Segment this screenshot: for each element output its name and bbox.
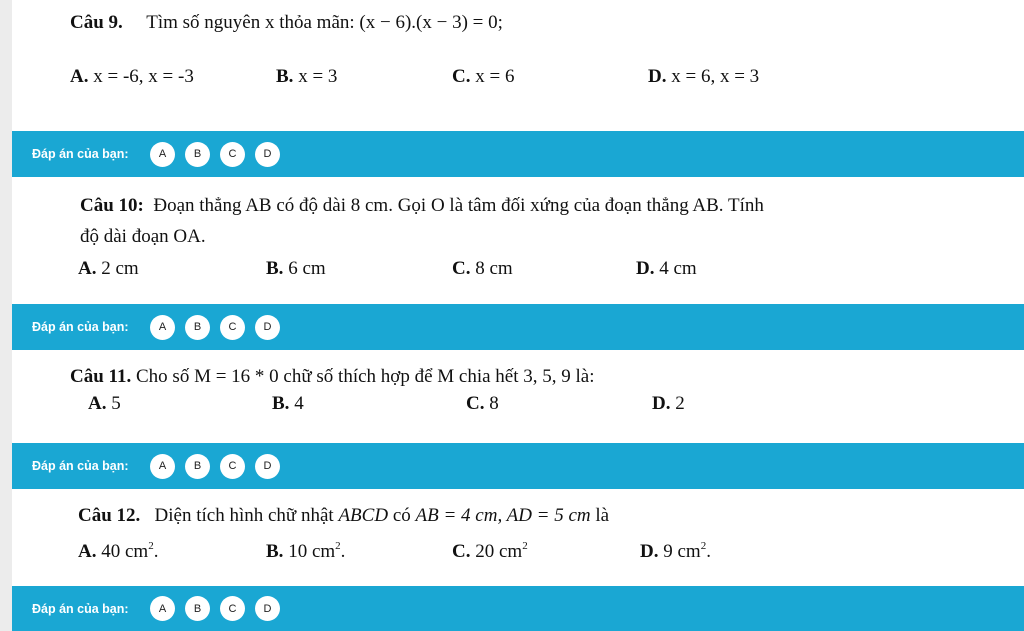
option-text: 2	[675, 393, 685, 414]
option-letter: A.	[78, 541, 97, 562]
choice-c-button[interactable]: C	[220, 454, 245, 479]
question-10-text-line2: độ dài đoạn OA.	[80, 226, 206, 247]
choice-b-button[interactable]: B	[185, 142, 210, 167]
answer-bar-label: Đáp án của bạn:	[32, 459, 129, 473]
option-exponent: 2	[522, 540, 528, 552]
option-text: 2 cm	[101, 258, 139, 279]
question-11-panel	[12, 350, 1024, 443]
option-letter: A.	[88, 393, 107, 414]
q10-option-d	[636, 258, 697, 280]
option-text: 4 cm	[659, 258, 697, 279]
question-11-text	[70, 366, 595, 388]
choice-a-button[interactable]: A	[150, 142, 175, 167]
choice-b-button[interactable]: B	[185, 315, 210, 340]
q12-option-c	[452, 541, 528, 563]
option-letter: C.	[466, 393, 485, 414]
question-number: Câu 10:	[80, 195, 144, 216]
option-letter: D.	[652, 393, 671, 414]
option-tail: .	[706, 541, 711, 562]
q11-option-d	[652, 393, 685, 415]
option-letter: B.	[276, 66, 294, 87]
option-tail: .	[153, 541, 159, 562]
option-tail: .	[340, 541, 346, 562]
choice-c-button[interactable]: C	[220, 596, 245, 621]
q12-option-a	[78, 541, 158, 563]
option-letter: C.	[452, 541, 471, 562]
choice-a-button[interactable]: A	[150, 596, 175, 621]
q9-option-d	[648, 66, 759, 88]
choice-a-button[interactable]: A	[150, 315, 175, 340]
choice-c-button[interactable]: C	[220, 315, 245, 340]
choice-d-button[interactable]: D	[255, 315, 280, 340]
answer-bar-q9	[12, 131, 1024, 177]
q9-option-a	[70, 66, 194, 88]
choice-d-button[interactable]: D	[255, 596, 280, 621]
option-value: 9 cm	[663, 541, 701, 562]
question-body-mid: có	[392, 505, 411, 526]
option-letter: B.	[272, 393, 290, 414]
question-10-text-line1	[80, 195, 764, 217]
rectangle-dimensions: AB = 4 cm, AD = 5 cm	[415, 505, 591, 526]
q12-option-b	[266, 541, 345, 563]
option-text: 6 cm	[288, 258, 326, 279]
option-value: 10 cm	[288, 541, 336, 562]
option-text: x = 3	[298, 66, 338, 87]
question-number: Câu 9.	[70, 12, 123, 33]
question-body-post: là	[595, 505, 610, 526]
option-letter: A.	[70, 66, 89, 87]
option-text: x = 6, x = 3	[671, 66, 760, 87]
answer-bar-q10	[12, 304, 1024, 350]
option-value: 20 cm	[475, 541, 523, 562]
question-body-pre: Diện tích hình chữ nhật	[154, 505, 334, 526]
answer-bar-label: Đáp án của bạn:	[32, 320, 129, 334]
option-text: 8 cm	[475, 258, 513, 279]
q11-option-a	[88, 393, 121, 415]
option-text: x = -6, x = -3	[93, 66, 194, 87]
q10-option-c	[452, 258, 513, 280]
option-exponent: 2	[700, 540, 707, 552]
question-9-text	[70, 12, 503, 34]
q9-option-c	[452, 66, 514, 88]
question-body: Tìm số nguyên x thỏa mãn: (x − 6).(x − 3) = 0;	[146, 12, 503, 33]
choice-d-button[interactable]: D	[255, 142, 280, 167]
q10-option-b	[266, 258, 326, 280]
question-12-panel	[12, 489, 1024, 586]
option-letter: D.	[648, 66, 667, 87]
option-exponent: 2	[335, 540, 341, 552]
question-number: Câu 11.	[70, 366, 132, 387]
option-letter: C.	[452, 66, 471, 87]
choice-b-button[interactable]: B	[185, 454, 210, 479]
answer-bar-label: Đáp án của bạn:	[32, 147, 129, 161]
option-letter: B.	[266, 258, 284, 279]
option-letter: D.	[636, 258, 655, 279]
option-text: 4	[294, 393, 304, 414]
option-text: 5	[111, 393, 121, 414]
q11-option-c	[466, 393, 499, 415]
option-letter: C.	[452, 258, 471, 279]
option-exponent: 2	[148, 540, 154, 552]
question-number: Câu 12.	[78, 505, 141, 526]
choice-b-button[interactable]: B	[185, 596, 210, 621]
option-text: 8	[489, 393, 499, 414]
rectangle-name: ABCD	[338, 505, 389, 526]
option-text: x = 6	[475, 66, 515, 87]
q12-option-d	[640, 541, 711, 563]
q10-option-a	[78, 258, 139, 280]
choice-d-button[interactable]: D	[255, 454, 280, 479]
q9-option-b	[276, 66, 337, 88]
choice-a-button[interactable]: A	[150, 454, 175, 479]
answer-bar-label: Đáp án của bạn:	[32, 601, 129, 616]
option-letter: A.	[78, 258, 97, 279]
question-body: Đoạn thẳng AB có độ dài 8 cm. Gọi O là tâm đối xứng của đoạn thẳng AB. Tính	[153, 195, 764, 216]
option-letter: D.	[640, 541, 659, 562]
question-12-text	[78, 505, 609, 527]
q11-option-b	[272, 393, 304, 415]
answer-bar-q11	[12, 443, 1024, 489]
question-body: Cho số M = 16 * 0 chữ số thích hợp để M chia hết 3, 5, 9 là:	[136, 366, 595, 387]
choice-c-button[interactable]: C	[220, 142, 245, 167]
option-value: 40 cm	[101, 541, 149, 562]
answer-bar-q12	[12, 586, 1024, 631]
option-letter: B.	[266, 541, 284, 562]
